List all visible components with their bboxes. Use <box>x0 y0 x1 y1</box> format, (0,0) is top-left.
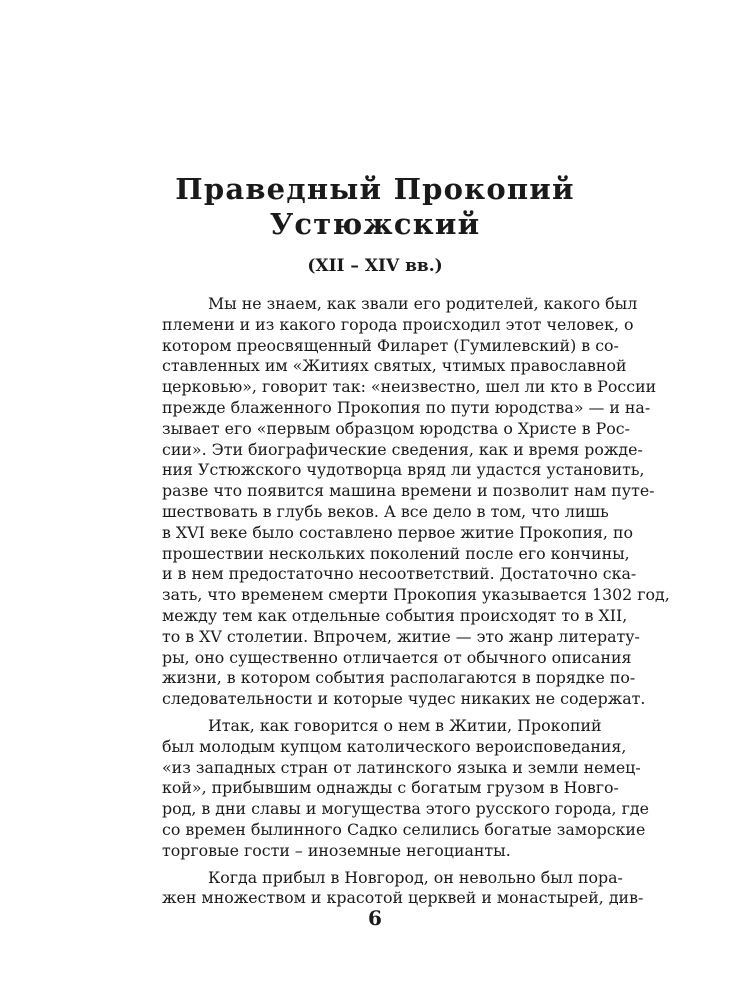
text-line: Когда прибыл в Новгород, он невольно был пора- <box>208 867 623 887</box>
text-line: зывает его «первым образцом юродства о Христе в Рос- <box>162 418 630 438</box>
text-line: зать, что временем смерти Прокопия указывается 1302 год, <box>162 585 670 605</box>
chapter-title-line-1: Праведный Прокопий <box>175 172 575 206</box>
text-line: ры, оно существенно отличается от обычного описания <box>162 647 632 667</box>
text-line: «из западных стран от латинского языка и земли немец- <box>162 757 641 777</box>
text-line: сии». Эти биографические сведения, как и время рожде- <box>162 439 643 459</box>
paragraph <box>162 294 670 710</box>
text-line: прошествии нескольких поколений после его кончины, <box>162 543 630 563</box>
text-line: Итак, как говорится о нем в Житии, Прокопий <box>208 715 602 735</box>
text-line: прежде блаженного Прокопия по пути юродства» — и на- <box>162 397 651 417</box>
text-line: Мы не знаем, как звали его родителей, какого был <box>208 294 638 313</box>
text-line: между тем как отдельные события происходят то в XII, <box>162 605 628 625</box>
text-line: разве что появится машина времени и позволит нам путе- <box>162 481 655 501</box>
text-line: ставленных им «Житиях святых, чтимых православной <box>162 356 627 376</box>
text-line: следовательности и которые чудес никаких не содержат. <box>162 689 646 709</box>
body-text <box>162 294 670 915</box>
text-line: кой», прибывшим однажды с богатым грузом в Новго- <box>162 778 619 798</box>
chapter-title <box>0 172 750 242</box>
text-line: ния Устюжского чудотворца вряд ли удастся установить, <box>162 460 645 480</box>
text-line: шествовать в глубь веков. А все дело в том, что лишь <box>162 501 609 521</box>
paragraph <box>162 867 644 910</box>
text-line: был молодым купцом католического вероисповедания, <box>162 736 627 756</box>
chapter-title-line-2: Устюжский <box>269 207 481 241</box>
text-line: котором преосвященный Филарет (Гумилевский) в со- <box>162 335 619 355</box>
text-line: церковью», говорит так: «неизвестно, шел ли кто в России <box>162 377 657 397</box>
text-line: со времен былинного Садко селились богатые заморские <box>162 819 646 839</box>
text-line: племени и из какого города происходил этот человек, о <box>162 314 634 334</box>
text-line: и в нем предостаточно несоответствий. Достаточно ска- <box>162 564 637 584</box>
text-line: жен множеством и красотой церквей и монастырей, див- <box>162 888 644 908</box>
page-number: 6 <box>368 906 382 930</box>
text-line: то в XV столетии. Впрочем, житие — это жанр литерату- <box>162 626 640 646</box>
text-line: род, в дни славы и могущества этого русского города, где <box>162 799 649 819</box>
text-line: в XVI веке было составлено первое житие Прокопия, по <box>162 522 634 542</box>
text-line: жизни, в котором события располагаются в порядке по- <box>162 668 636 688</box>
text-line: торговые гости – иноземные негоцианты. <box>162 840 511 860</box>
paragraph <box>162 715 649 862</box>
chapter-subtitle-dates: (XII – XIV вв.) <box>307 256 443 276</box>
